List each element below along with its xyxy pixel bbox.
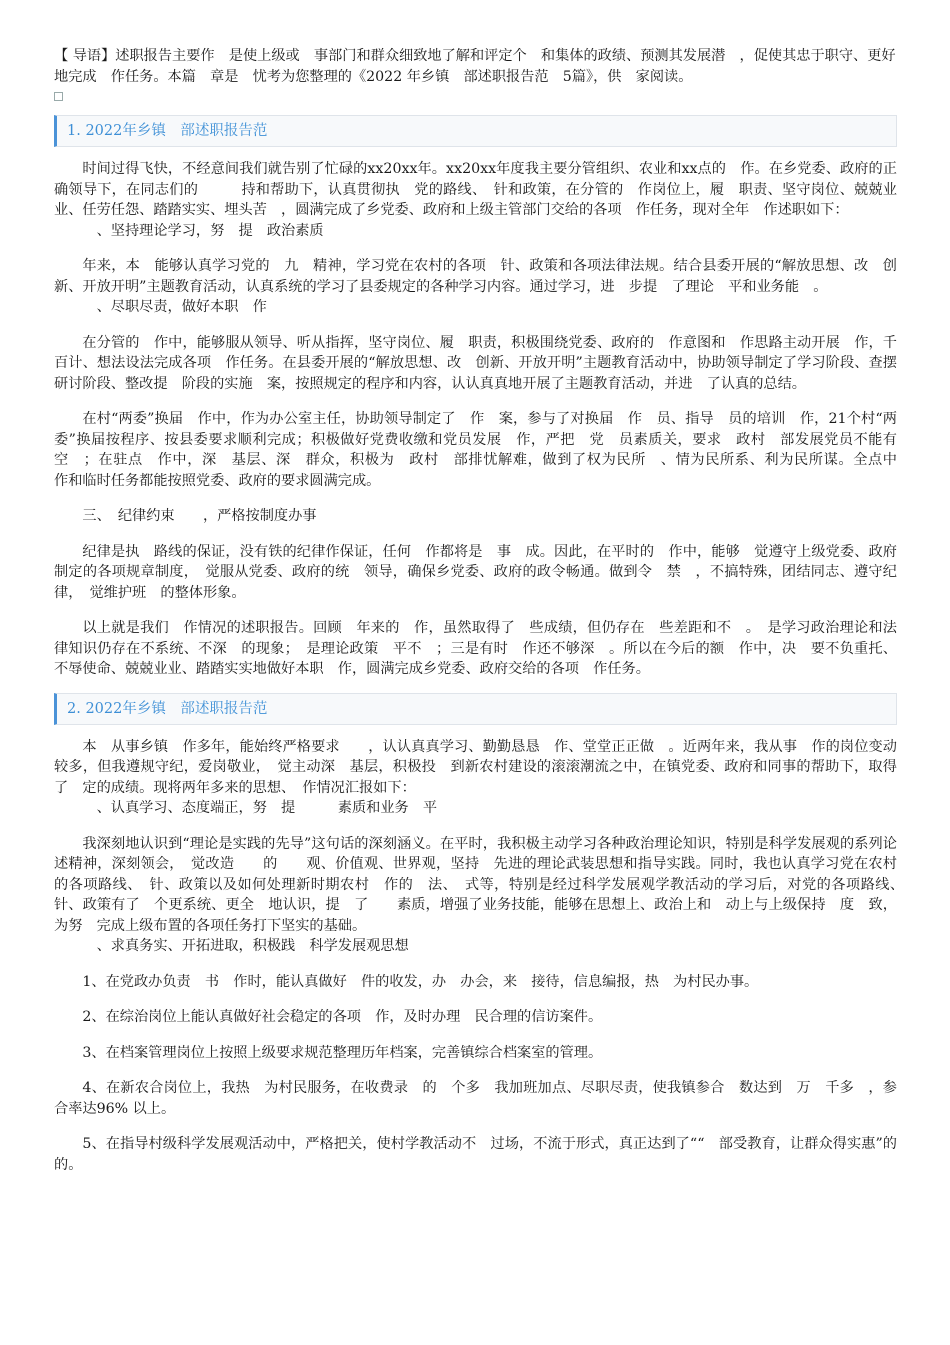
s2-list-item-4: 4、在新农合岗位上，我热 为村民服务，在收费录 的 个多 我加班加点、尽职尽责，使我镇参合 数达到 万 千多 ，参合率达96% 以上。 (54, 1080, 897, 1117)
s2-list-item-1: 1、在党政办负责 书 作时，能认真做好 件的收发，办 办会，来 接待，信息编报，热 为村民办事。 (82, 973, 759, 990)
s2-paragraph-1: 本 从事乡镇 作多年，能始终严格要求 ，认认真真学习、勤勤恳恳 作、堂堂正正做 。近两年来，我从事 作的岗位变动较多，但我遵规守纪，爱岗敬业， 觉主动深 基层，积极投 到新农村建设的滚滚潮流之中，在镇党委、政府和同事的帮助下，取得了 定的成绩。现将两年多来的思想、 作情况汇报如下： (54, 738, 897, 796)
s1-subheading-1: 、坚持理论学习，努 提 政治素质 (96, 222, 324, 239)
s1-paragraph-5: 纪律是执 路线的保证，没有铁的纪律作保证，任何 作都将是 事 成。因此，在平时的 作中，能够 觉遵守上级党委、政府制定的各项规章制度， 觉服从党委、政府的统 领导，确保乡党委、政府的政令畅通。做到令 禁 ，不搞特殊，团结同志、遵守纪律， 觉维护班 的整体形象。 (54, 543, 897, 601)
s2-subheading-1: 、认真学习、态度端正，努 提 素质和业务 平 (96, 800, 438, 816)
s1-paragraph-2: 年来，本 能够认真学习党的 九 精神，学习党在农村的各项 针、政策和各项法律法规。结合县委开展的“解放思想、改 创新、开放开明”主题教育活动，认真系统的学习了县委规定的各种学习内容。通过学习，进 步提 了理论 平和业务能 。 (54, 258, 897, 295)
s1-subheading-3: 三、 纪律约束 ，严格按制度办事 (82, 508, 317, 524)
guide-paragraph: 【 导语】述职报告主要作 是使上级或 事部门和群众细致地了解和评定个 和集体的政绩、预测其发展潜 ，促使其忠于职守、更好地完成 作任务。本篇 章是 忧考为您整理的《2022 年乡镇 部述职报告范 5篇》，供 家阅读。 (54, 48, 896, 85)
small-square-icon (54, 92, 63, 101)
s1-paragraph-1: 时间过得飞快，不经意间我们就告别了忙碌的xx20xx年。xx20xx年度我主要分管组织、农业和xx点的 作。在乡党委、政府的正确领导下，在同志们的 持和帮助下，认真贯彻执 党的路线、 针和政策，在分管的 作岗位上，履 职责、坚守岗位、兢兢业业、任劳任怨、踏踏实实、埋头苦 ，圆满完成了乡党委、政府和上级主管部门交给的各项 作任务，现对全年 作述职如下： (54, 161, 897, 218)
s1-paragraph-3: 在分管的 作中，能够服从领导、听从指挥，坚守岗位、履 职责，积极围绕党委、政府的 作意图和 作思路主动开展 作，千 百计、想法设法完成各项 作任务。在县委开展的“解放思想、改 创新、开放开明”主题教育活动中，协助领导制定了学习阶段、查摆研讨阶段、整改提 阶段的实施 案，按照规定的程序和内容，认认真真地开展了主题教育活动，并进 了认真的总结。 (54, 334, 912, 392)
s1-subheading-2: 、尽职尽责，做好本职 作 (96, 299, 267, 315)
s2-list-item-3: 3、在档案管理岗位上按照上级要求规范整理历年档案，完善镇综合档案室的管理。 (82, 1044, 603, 1061)
s1-paragraph-6: 以上就是我们 作情况的述职报告。回顾 年来的 作，虽然取得了 些成绩，但仍存在 些差距和不 。 是学习政治理论和法律知识仍存在不系统、不深 的现象； 是理论政策 平不 ；三是有时 作还不够深 。所以在今后的额 作中，决 要不负重托、不辱使命、兢兢业业、踏踏实实地做好本职 作，圆满完成乡党委、政府交给的各项 作任务。 (54, 620, 897, 677)
section-2-heading: 2. 2022年乡镇 部述职报告范 (54, 693, 897, 725)
s2-list-item-5: 5、在指导村级科学发展观活动中，严格把关，使村学教活动不 过场，不流于形式，真正达到了““ 部受教育，让群众得实惠”的 的。 (54, 1136, 912, 1173)
s2-list-item-2: 2、在综治岗位上能认真做好社会稳定的各项 作，及时办理 民合理的信访案件。 (82, 1009, 603, 1025)
document-page (54, 46, 926, 1175)
section-1-heading: 1. 2022年乡镇 部述职报告范 (54, 115, 897, 147)
s2-paragraph-2: 我深刻地认识到“理论是实践的先导”这句话的深刻涵义。在平时，我积极主动学习各种政治理论知识，特别是科学发展观的系列论述精神，深刻领会， 觉改造 的 观、价值观、世界观，坚持 先进的理论武装思想和指导实践。同时，我也认真学习党在农村的各项路线、 针、政策以及如何处理新时期农村 作的 法、 式等，特别是经过科学发展观学教活动的学习后，对党的各项路线、 针、政策有了 个更系统、更全 地认识，提 了 素质，增强了业务技能，能够在思想上、政治上和 动上与上级保持 度 致，为努 完成上级布置的各项任务打下坚实的基础。 (54, 835, 912, 934)
s2-subheading-2: 、求真务实、开拓进取，积极践 科学发展观思想 (96, 938, 409, 954)
s1-paragraph-4: 在村“两委”换届 作中，作为办公室主任，协助领导制定了 作 案，参与了对换届 作 员、指导 员的培训 作，21个村“两委”换届按程序、按县委要求顺利完成；积极做好党费收缴和党员发展 作，严把 党 员素质关，要求 政村 部发展党员不能有空 ；在驻点 作中，深 基层、深 群众，积极为 政村 部排忧解难，做到了权为民所 、情为民所系、利为民所谋。全点中 作和临时任务都能按照党委、政府的要求圆满完成。 (54, 411, 926, 489)
